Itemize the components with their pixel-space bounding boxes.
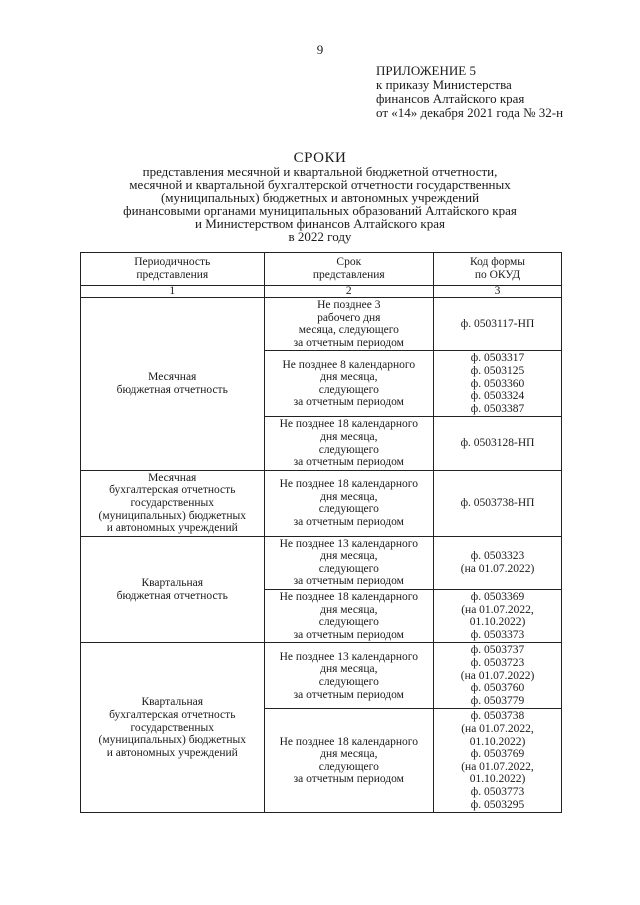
cell-line: ф. 0503323 — [470, 550, 525, 563]
cell-line: следующего — [318, 443, 379, 456]
cell-line: Не позднее 13 календарного — [279, 650, 418, 663]
cell-line: бухгалтерская отчетность — [109, 708, 236, 721]
cell-line: Не позднее 18 календарного — [279, 591, 418, 604]
cell-line: ф. 0503128-НП — [460, 437, 535, 450]
page-number: 9 — [316, 42, 324, 57]
code-cell — [434, 709, 562, 813]
cell-line: ф. 0503387 — [470, 402, 525, 415]
cell-line: (на 01.07.2022, — [461, 603, 534, 616]
cell-line: Месячная — [148, 471, 197, 484]
appendix-line: финансов Алтайского края — [376, 91, 525, 106]
code-cell — [434, 536, 562, 589]
cell-line: за отчетным периодом — [293, 336, 404, 349]
header-period — [81, 253, 265, 286]
appendix-line: ПРИЛОЖЕНИЕ 5 — [376, 63, 476, 78]
subtitle-line: месячной и квартальной бухгалтерской отчетности государственных — [129, 177, 511, 192]
column-number: 2 — [264, 286, 434, 298]
code-cell — [434, 643, 562, 709]
cell-line: ф. 0503360 — [470, 377, 525, 390]
cell-line: дня месяца, — [320, 550, 378, 563]
document-subtitle — [80, 165, 560, 243]
cell-line: дня месяца, — [320, 748, 378, 761]
term-cell — [264, 643, 434, 709]
cell-line: Не позднее 8 календарного — [282, 358, 416, 371]
cell-line: за отчетным периодом — [293, 688, 404, 701]
term-cell — [264, 351, 434, 417]
cell-line: за отчетным периодом — [293, 575, 404, 588]
cell-line: Не позднее 18 календарного — [279, 418, 418, 431]
cell-line: ф. 0503738 — [470, 710, 525, 723]
cell-line: ф. 0503769 — [470, 748, 525, 761]
cell-line: Месячная — [148, 371, 197, 384]
cell-line: за отчетным периодом — [293, 456, 404, 469]
cell-line: ф. 0503125 — [470, 364, 525, 377]
cell-line: дня месяца, — [320, 603, 378, 616]
header-text: Код формы — [470, 256, 526, 269]
cell-line: ф. 0503773 — [470, 785, 525, 798]
cell-line: (муниципальных) бюджетных — [98, 509, 246, 522]
cell-line: ф. 0503723 — [470, 657, 525, 670]
subtitle-line: и Министерством финансов Алтайского края — [194, 216, 445, 231]
table-row — [81, 643, 562, 709]
cell-line: и автономных учреждений — [106, 746, 238, 759]
header-text: Периодичность — [134, 256, 211, 269]
code-cell — [434, 417, 562, 470]
cell-line: ф. 0503738-НП — [460, 496, 535, 509]
period-cell — [81, 298, 265, 471]
cell-line: за отчетным периодом — [293, 773, 404, 786]
appendix-line: от «14» декабря 2021 года № 32-н — [376, 105, 564, 120]
cell-line: Не позднее 18 календарного — [279, 478, 418, 491]
term-cell — [264, 470, 434, 536]
code-cell — [434, 470, 562, 536]
appendix-block — [376, 64, 563, 120]
term-cell — [264, 709, 434, 813]
period-cell — [81, 536, 265, 643]
header-text: по ОКУД — [474, 269, 521, 281]
cell-line: и автономных учреждений — [106, 522, 238, 535]
subtitle-line: финансовыми органами муниципальных образований Алтайского края — [123, 203, 517, 218]
cell-line: ф. 0503369 — [470, 591, 525, 604]
cell-line: дня месяца, — [320, 430, 378, 443]
subtitle-line: в 2022 году — [288, 229, 352, 244]
column-number-row — [81, 286, 562, 298]
code-cell — [434, 298, 562, 351]
cell-line: бюджетная отчетность — [116, 589, 228, 602]
term-cell — [264, 536, 434, 589]
cell-line: следующего — [318, 503, 379, 516]
cell-line: ф. 0503317 — [470, 352, 525, 365]
document-title: СРОКИ — [293, 150, 347, 166]
term-cell — [264, 590, 434, 643]
cell-line: государственных — [130, 721, 215, 734]
cell-line: за отчетным периодом — [293, 515, 404, 528]
table-row — [81, 536, 562, 589]
cell-line: 01.10.2022) — [469, 735, 526, 748]
cell-line: Квартальная — [141, 576, 204, 589]
cell-line: (на 01.07.2022) — [460, 562, 535, 575]
cell-line: Не позднее 18 календарного — [279, 735, 418, 748]
code-cell — [434, 351, 562, 417]
header-term — [264, 253, 434, 286]
cell-line: (на 01.07.2022, — [461, 760, 534, 773]
cell-line: за отчетным периодом — [293, 396, 404, 409]
code-cell — [434, 590, 562, 643]
cell-line: за отчетным периодом — [293, 628, 404, 641]
cell-line: 01.10.2022) — [469, 773, 526, 786]
cell-line: следующего — [318, 562, 379, 575]
cell-line: ф. 0503117-НП — [460, 317, 535, 330]
cell-line: ф. 0503760 — [470, 682, 525, 695]
table-row — [81, 470, 562, 536]
cell-line: дня месяца, — [320, 663, 378, 676]
cell-line: 01.10.2022) — [469, 616, 526, 629]
cell-line: (на 01.07.2022) — [460, 669, 535, 682]
appendix-line: к приказу Министерства — [376, 77, 512, 92]
cell-line: Не позднее 3 — [317, 299, 381, 311]
header-text: представления — [136, 269, 209, 281]
cell-line: ф. 0503295 — [470, 798, 525, 811]
subtitle-line: представления месячной и квартальной бюджетной отчетности, — [142, 164, 498, 179]
cell-line: ф. 0503373 — [470, 628, 525, 641]
cell-line: следующего — [318, 616, 379, 629]
cell-line: бухгалтерская отчетность — [109, 484, 236, 497]
cell-line: ф. 0503779 — [470, 694, 525, 707]
table-body — [81, 298, 562, 813]
term-cell — [264, 298, 434, 351]
cell-line: (муниципальных) бюджетных — [98, 734, 246, 747]
deadlines-table — [80, 252, 562, 813]
cell-line: бюджетная отчетность — [116, 383, 228, 396]
header-text: представления — [312, 269, 385, 281]
cell-line: рабочего дня — [317, 311, 381, 324]
period-cell — [81, 643, 265, 813]
header-text: Срок — [336, 256, 362, 269]
subtitle-line: (муниципальных) бюджетных и автономных учреждений — [160, 190, 480, 205]
column-number: 3 — [434, 286, 562, 298]
header-code — [434, 253, 562, 286]
cell-line: следующего — [318, 760, 379, 773]
table-row — [81, 298, 562, 351]
cell-line: месяца, следующего — [298, 324, 399, 337]
cell-line: следующего — [318, 675, 379, 688]
column-number: 1 — [81, 286, 265, 298]
cell-line: Не позднее 13 календарного — [279, 537, 418, 550]
cell-line: дня месяца, — [320, 490, 378, 503]
term-cell — [264, 417, 434, 470]
cell-line: дня месяца, — [320, 371, 378, 384]
cell-line: следующего — [318, 383, 379, 396]
cell-line: ф. 0503324 — [470, 390, 525, 403]
table-header-row — [81, 253, 562, 286]
cell-line: ф. 0503737 — [470, 644, 525, 657]
cell-line: Квартальная — [141, 696, 204, 709]
period-cell — [81, 470, 265, 536]
cell-line: государственных — [130, 496, 215, 509]
cell-line: (на 01.07.2022, — [461, 723, 534, 735]
